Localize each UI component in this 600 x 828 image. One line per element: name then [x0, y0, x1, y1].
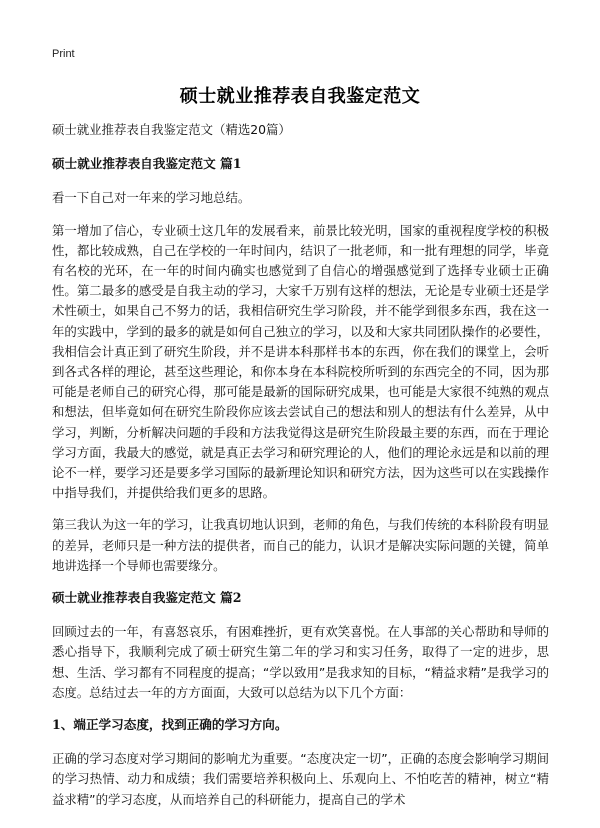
section-2-heading: 硕士就业推荐表自我鉴定范文 篇2 [52, 590, 242, 606]
section-2-paragraph-1: 回顾过去的一年，有喜怒哀乐，有困难挫折，更有欢笑喜悦。在人事部的关心帮助和导师的悉心指导下，我顺利完成了硕士研究生第二年的学习和实习任务，取得了一定的进步，思想、生活、学习都有不同程度的提高；“学以致用”是我求知的目标，“精益求精”是我学习的态度。总结过去一年的方方面面，大致可以总结为以下几个方面： [52, 624, 549, 700]
page-title: 硕士就业推荐表自我鉴定范文 [179, 86, 421, 107]
section-2-subheading: 1、端正学习态度，找到正确的学习方向。 [52, 717, 288, 733]
document-body [52, 120, 549, 822]
section-1-intro: 看一下自己对一年来的学习地总结。 [52, 190, 251, 206]
section-2-paragraph-2: 正确的学习态度对学习期间的影响尤为重要。“态度决定一切”，正确的态度会影响学习期间的学习热情、动力和成绩；我们需要培养积极向上、乐观向上、不怕吃苦的精神，树立“精益求精”的学习态度，从而培养自己的科研能力，提高自己的学术 [52, 751, 549, 807]
document-subtitle: 硕士就业推荐表自我鉴定范文（精选20篇） [52, 122, 291, 137]
print-label[interactable]: Print [52, 48, 75, 60]
section-1-paragraph-1: 第一增加了信心，专业硕士这几年的发展看来，前景比较光明，国家的重视程度学校的积极性，都比较成熟，自己在学校的一年时间内，结识了一批老师，和一批有理想的同学，毕竟有名校的光环，在一年的时间内确实也感觉到了自信心的增强感觉到了选择专业硕士正确性。第二最多的感受是自我主动的学习，大家千万别有这样的想法，无论是专业硕士还是学术性硕士，如果自己不努力的话，我相信研究生学习阶段，并不能学到很多东西，我在这一年的实践中，学到的最多的就是如何自己独立的学习，以及和大家共同团队操作的必要性，我相信会计真正到了研究生阶段，并不是讲本科那样书本的东西，你在我们的课堂上，会听到各式各样的理论，甚至这些理论，和你本身在本科院校所听到的东西完全的不同，因为那可能是老师自己的研究心得，那可能是最新的国际研究成果，也可能是大家很不纯熟的观点和想法，但毕竟如何在研究生阶段你应该去尝试自己的想法和别人的想法有什么差异，从中学习，判断，分析解决问题的手段和方法我觉得这是研究生阶段最主要的东西，而在于理论学习方面，我最大的感觉，就是真正去学习和研究理论的人，他们的理论永远是和以前的理论不一样，要学习还是要多学习国际的最新理论知识和研究方法，因为这些可以在实践操作中指导我们，并提供给我们更多的思路。 [52, 222, 549, 501]
section-1-paragraph-2: 第三我认为这一年的学习，让我真切地认识到，老师的角色，与我们传统的本科阶段有明显的差异，老师只是一种方法的提供者，而自己的能力，认识才是解决实际问题的关键，简单地讲选择一个导师也需要缘分。 [52, 517, 549, 573]
section-1-heading: 硕士就业推荐表自我鉴定范文 篇1 [52, 156, 242, 172]
